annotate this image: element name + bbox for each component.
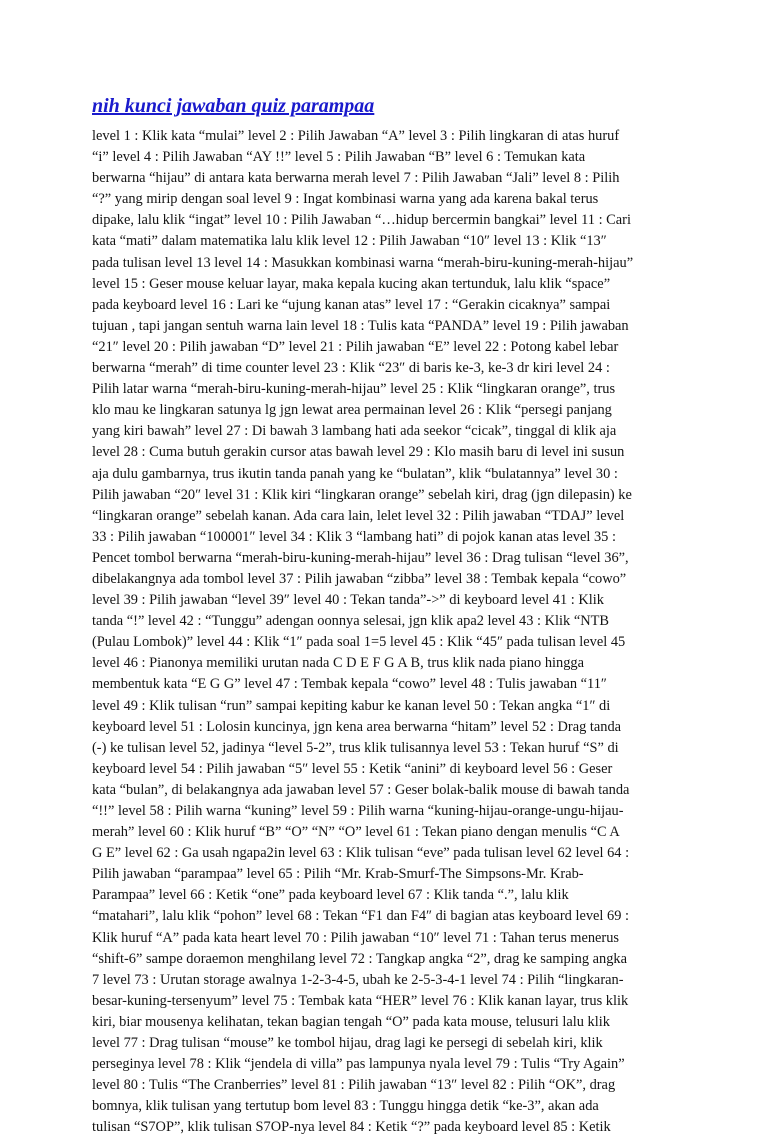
body-line: tulisan “S7OP”, klik tulisan S7OP-nya level 84 : Ketik “?” pada keyboard level 85 : Ketik bbox=[92, 1119, 611, 1136]
body-line: Pilih jawaban “20″ level 31 : Klik kiri “lingkaran orange” sebelah kiri, drag (jgn dilepasin) ke bbox=[92, 486, 632, 503]
body-line: dibelakangnya ada tombol level 37 : Pilih jawaban “zibba” level 38 : Tembak kepala “cowo” bbox=[92, 570, 627, 587]
body-line: dipake, lalu klik “ingat” level 10 : Pilih Jawaban “…hidup bercermin bangkai” level 11 : Cari bbox=[92, 212, 631, 229]
body-line: berwarna “merah” di time counter level 23 : Klik “23″ di baris ke-3, ke-3 dr kiri level 24 : bbox=[92, 360, 610, 377]
body-line: “i” level 4 : Pilih Jawaban “AY !!” level 5 : Pilih Jawaban “B” level 6 : Temukan kata bbox=[92, 149, 586, 166]
body-line: pada tulisan level 13 level 14 : Masukkan kombinasi warna “merah-biru-kuning-merah-hijau” bbox=[92, 254, 634, 271]
body-line: perseginya level 78 : Klik “jendela di villa” pas lampunya nyala level 79 : Tulis “Try Again” bbox=[92, 1056, 625, 1073]
body-line: “!!” level 58 : Pilih warna “kuning” level 59 : Pilih warna “kuning-hijau-orange-ungu-hijau- bbox=[92, 803, 624, 819]
body-line: “?” yang mirip dengan soal level 9 : Ingat kombinasi warna yang ada karena bakal terus bbox=[92, 191, 599, 208]
body-line: “21″ level 20 : Pilih jawaban “D” level 21 : Pilih jawaban “E” level 22 : Potong kabel lebar bbox=[92, 338, 619, 355]
body-line: (-) ke tulisan level 52, jadinya “level 5-2”, trus klik tulisannya level 53 : Tekan huruf “S” di bbox=[92, 739, 619, 756]
body-line: level 77 : Drag tulisan “mouse” ke tombol hijau, drag lagi ke persegi di sebelah kiri, klik bbox=[92, 1035, 603, 1052]
article-title-link[interactable]: nih kunci jawaban quiz parampaa bbox=[92, 95, 375, 117]
body-line: G E” level 62 : Ga usah ngapa2in level 63 : Klik tulisan “eve” pada tulisan level 62 level 64 : bbox=[92, 845, 630, 862]
body-line: tanda “!” level 42 : “Tunggu” adengan oonnya selesai, jgn klik apa2 level 43 : Klik “NTB bbox=[92, 613, 609, 630]
body-line: besar-kuning-tersenyum” level 75 : Tembak kata “HER” level 76 : Klik kanan layar, trus klik bbox=[92, 992, 629, 1009]
body-line: kata “bulan”, di belakangnya ada jawaban level 57 : Geser bolak-balik mouse di bawah tanda bbox=[92, 781, 630, 798]
body-line: tujuan , tapi jangan sentuh warna lain level 18 : Tulis kata “PANDA” level 19 : Pilih jawaban bbox=[92, 317, 629, 334]
body-line: level 39 : Pilih jawaban “level 39″ level 40 : Tekan tanda”->” di keyboard level 41 : Klik bbox=[92, 592, 604, 609]
body-line: berwarna “hijau” di antara kata berwarna merah level 7 : Pilih Jawaban “Jali” level 8 : Pilih bbox=[92, 170, 620, 187]
body-line: 7 level 73 : Urutan storage awalnya 1-2-3-4-5, ubah ke 2-5-3-4-1 level 74 : Pilih “lingkaran- bbox=[92, 971, 624, 988]
body-line: 33 : Pilih jawaban “100001″ level 34 : Klik 3 “lambang hati” di pojok kanan atas level 35 : bbox=[92, 528, 616, 545]
body-line: merah” level 60 : Klik huruf “B” “O” “N” “O” level 61 : Tekan piano dengan menulis “C A bbox=[92, 824, 620, 841]
body-line: Pencet tombol berwarna “merah-biru-kuning-merah-hijau” level 36 : Drag tulisan “level 36”, bbox=[92, 549, 629, 566]
body-line: kata “mati” dalam matematika lalu klik level 12 : Pilih Jawaban “10″ level 13 : Klik “13″ bbox=[92, 233, 607, 250]
body-line: pada keyboard level 16 : Lari ke “ujung kanan atas” level 17 : “Gerakin cicaknya” sampai bbox=[92, 296, 611, 313]
body-line: membentuk kata “E G G” level 47 : Tembak kepala “cowo” level 48 : Tulis jawaban “11″ bbox=[92, 676, 607, 693]
body-line: Pilih jawaban “parampaa” level 65 : Pilih “Mr. Krab-Smurf-The Simpsons-Mr. Krab- bbox=[92, 866, 584, 883]
body-line: level 49 : Klik tulisan “run” sampai kepiting kabur ke kanan level 50 : Tekan angka “1″ di bbox=[92, 697, 611, 714]
body-line: level 46 : Pianonya memiliki urutan nada C D E F G A B, trus klik nada piano hingga bbox=[92, 655, 585, 672]
body-line: level 80 : Tulis “The Cranberries” level 81 : Pilih jawaban “13″ level 82 : Pilih “OK”, drag bbox=[92, 1077, 616, 1094]
body-line: “matahari”, lalu klik “pohon” level 68 : Tekan “F1 dan F4″ di bagian atas keyboard level 69 : bbox=[92, 908, 630, 925]
body-line: keyboard level 51 : Lolosin kuncinya, jgn kena area berwarna “hitam” level 52 : Drag tanda bbox=[92, 718, 622, 735]
body-line: Pilih latar warna “merah-biru-kuning-merah-hijau” level 25 : Klik “lingkaran orange”, trus bbox=[92, 381, 616, 398]
body-line: level 1 : Klik kata “mulai” level 2 : Pilih Jawaban “A” level 3 : Pilih lingkaran di atas huruf bbox=[92, 128, 620, 144]
body-line: (Pulau Lombok)” level 44 : Klik “1″ pada soal 1=5 level 45 : Klik “45″ pada tulisan level 45 bbox=[92, 634, 626, 651]
body-line: “lingkaran orange” sebelah kanan. Ada cara lain, lelet level 32 : Pilih jawaban “TDAJ” level bbox=[92, 507, 625, 524]
body-line: bomnya, klik tulisan yang tertutup bom level 83 : Tunggu hingga detik “ke-3”, akan ada bbox=[92, 1098, 599, 1115]
body-line: level 15 : Geser mouse keluar layar, maka kepala kucing akan tertunduk, lalu klik “space” bbox=[92, 275, 611, 292]
article-body bbox=[92, 126, 676, 1139]
body-line: kiri, biar mousenya kelihatan, tekan bagian tengah “O” pada kata mouse, telusuri lalu klik bbox=[92, 1013, 610, 1030]
body-line: keyboard level 54 : Pilih jawaban “5″ level 55 : Ketik “anini” di keyboard level 56 : Geser bbox=[92, 760, 613, 777]
body-line: Klik huruf “A” pada kata heart level 70 : Pilih jawaban “10″ level 71 : Tahan terus menerus bbox=[92, 929, 620, 946]
body-line: Parampaa” level 66 : Ketik “one” pada keyboard level 67 : Klik tanda “.”, lalu klik bbox=[92, 887, 569, 904]
body-line: yang kiri bawah” level 27 : Di bawah 3 lambang hati ada seekor “cicak”, tinggal di klik aja bbox=[92, 423, 617, 440]
body-line: “shift-6” sampe doraemon menghilang level 72 : Tangkap angka “2”, drag ke samping angka bbox=[92, 950, 628, 967]
body-line: klo mau ke lingkaran satunya lg jgn lewat area permainan level 26 : Klik “persegi panjang bbox=[92, 402, 612, 419]
body-line: level 28 : Cuma butuh gerakin cursor atas bawah level 29 : Klo masih baru di level ini susun bbox=[92, 444, 625, 461]
body-line: aja dulu gambarnya, trus ikutin tanda panah yang ke “bulatan”, klik “bulatannya” level 30 : bbox=[92, 465, 618, 482]
